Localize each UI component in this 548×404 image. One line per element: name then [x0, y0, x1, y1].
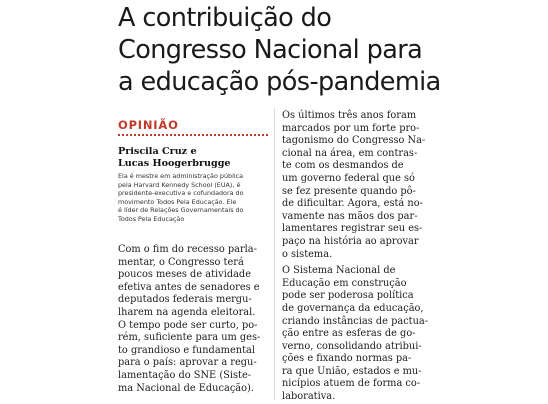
body-line: lamentação do SNE (Siste-	[118, 369, 252, 381]
bio-line: Todos Pela Educação	[118, 214, 185, 223]
body-line: paço na história ao aprovar	[282, 235, 419, 247]
headline	[118, 2, 518, 98]
body-line: Os últimos três anos foram	[282, 110, 417, 121]
bio-line: é líder de Relações Governamentais do	[118, 206, 244, 215]
body-line: ção entre as esferas de go-	[282, 328, 416, 340]
body-line: o sistema.	[282, 248, 333, 260]
author-line: Lucas Hoogerbrugge	[118, 157, 231, 169]
body-line: vamente nas mãos dos par-	[282, 210, 418, 222]
body-line: laborativa.	[282, 391, 336, 403]
body-line: verno, consolidando atribui-	[282, 340, 422, 352]
section-divider	[118, 134, 268, 136]
bio-line: pela Harvard Kennedy School (EUA), é	[118, 180, 241, 189]
body-line: ra que União, estados e mu-	[282, 365, 422, 377]
body-line: ma Nacional de Educação).	[118, 382, 254, 394]
body-column-left	[118, 244, 260, 395]
body-line: um governo federal que só	[282, 172, 415, 184]
body-line: para o país: aprovar a regu-	[118, 357, 257, 369]
author-line: Priscila Cruz e	[118, 146, 197, 157]
body-line: de dificultar. Agora, está no-	[282, 198, 423, 210]
body-line: ções e fixando normas pa-	[282, 353, 412, 365]
body-line: rém, suficiente para um ges-	[118, 332, 261, 344]
body-column-right	[282, 110, 428, 404]
body-line: efetiva antes de senadores e	[118, 281, 260, 293]
body-line: pode ser poderosa política	[282, 290, 414, 302]
headline-line: A contribuição do	[118, 3, 332, 33]
body-line: Com o fim do recesso parla-	[118, 244, 257, 255]
body-line: se fez presente quando pô-	[282, 185, 416, 197]
author-bio	[118, 172, 278, 224]
section-label: OPINIÃO	[118, 118, 179, 132]
body-line: mentar, o Congresso terá	[118, 256, 244, 268]
headline-line: a educação pós-pandemia	[118, 67, 441, 97]
body-line: Educação em construção	[282, 277, 407, 289]
body-line: poucos meses de atividade	[118, 269, 252, 281]
body-line: deputados federais mergu-	[118, 294, 252, 306]
body-line: criando instâncias de pactua-	[282, 315, 429, 327]
body-line: lharem na agenda eleitoral.	[118, 306, 256, 318]
body-line: to grandioso e fundamental	[118, 344, 255, 356]
body-line: cional na área, em contras-	[282, 147, 418, 159]
headline-line: Congresso Nacional para	[118, 35, 423, 65]
bio-line: presidente-executiva e cofundadora do	[118, 189, 244, 198]
body-line: marcados por um forte pro-	[282, 122, 420, 134]
body-line: O tempo pode ser curto, po-	[118, 319, 258, 331]
body-line: te com os desmandos de	[282, 160, 404, 172]
bio-line: movimento Todos Pela Educação. Ele	[118, 197, 237, 206]
body-line: tagonismo do Congresso Na-	[282, 135, 426, 147]
body-line: de governança da educação,	[282, 302, 424, 314]
bio-line: Ela é mestre em administração pública	[118, 172, 244, 180]
body-line: nicípios atuem de forma co-	[282, 378, 421, 390]
body-line: O Sistema Nacional de	[282, 265, 396, 277]
body-line: lamentares registrar seu es-	[282, 223, 423, 235]
author-names	[118, 146, 278, 169]
column-divider	[274, 108, 275, 400]
